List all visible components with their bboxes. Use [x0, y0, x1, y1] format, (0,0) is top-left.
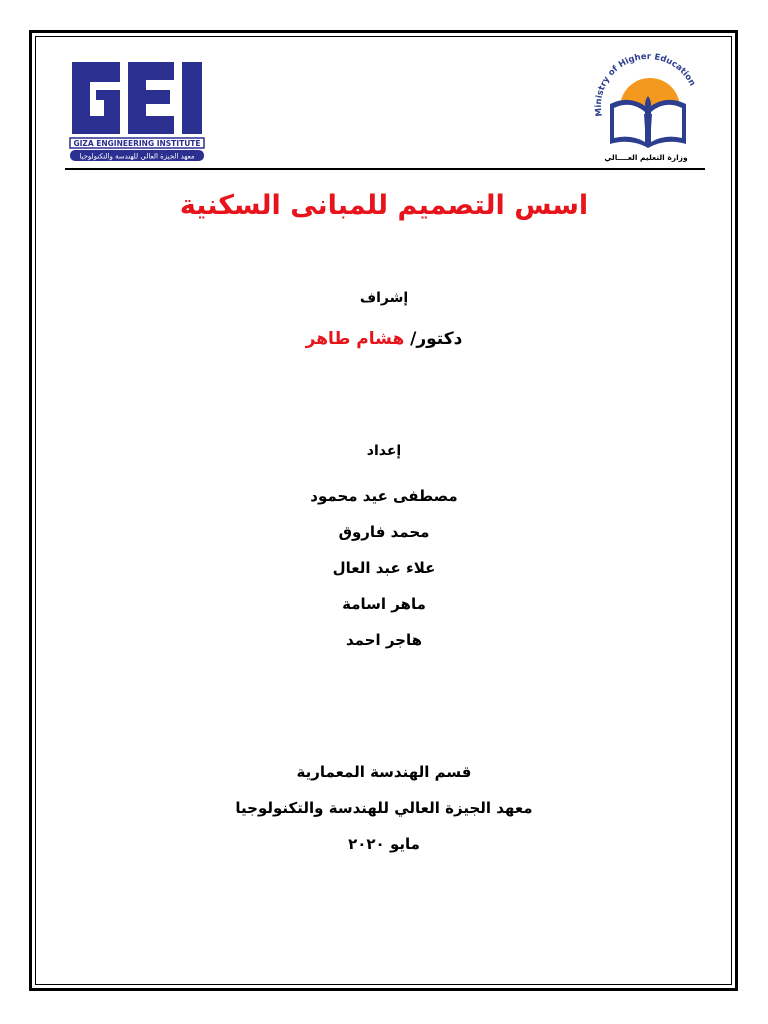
header-divider: [65, 168, 705, 170]
student-name: ماهر اسامة: [342, 595, 426, 613]
supervision-label: إشراف: [359, 290, 409, 306]
student-name: محمد فاروق: [338, 523, 430, 541]
students-list: [0, 478, 768, 658]
gei-logo: [68, 56, 208, 166]
supervisor-line: [0, 329, 768, 349]
institute-name: معهد الجيزة العالي للهندسة والتكنولوجيا: [235, 799, 533, 817]
supervisor-name: هشام طاهر: [305, 329, 405, 349]
student-name: هاجر احمد: [345, 631, 423, 649]
ministry-logo: [588, 52, 704, 164]
preparation-label: إعداد: [366, 443, 402, 459]
department-name: قسم الهندسة المعمارية: [296, 763, 472, 781]
document-date: مايو ٢٠٢٠: [348, 835, 420, 853]
student-name: علاء عبد العال: [332, 559, 436, 577]
gei-english-text: GIZA ENGINEERING INSTITUTE: [73, 139, 201, 148]
student-name: مصطفى عيد محمود: [310, 487, 458, 505]
document-title: اسس التصميم للمبانى السكنية: [179, 190, 589, 221]
gei-arabic-text: معهد الجيزة العالي للهندسة والتكنولوجيا: [79, 152, 195, 161]
ministry-english-text: Ministry of Higher Education: [593, 52, 698, 117]
supervisor-prefix: دكتور/: [410, 329, 463, 349]
ministry-arabic-text: وزارة التعليم العــــالي: [604, 153, 688, 162]
